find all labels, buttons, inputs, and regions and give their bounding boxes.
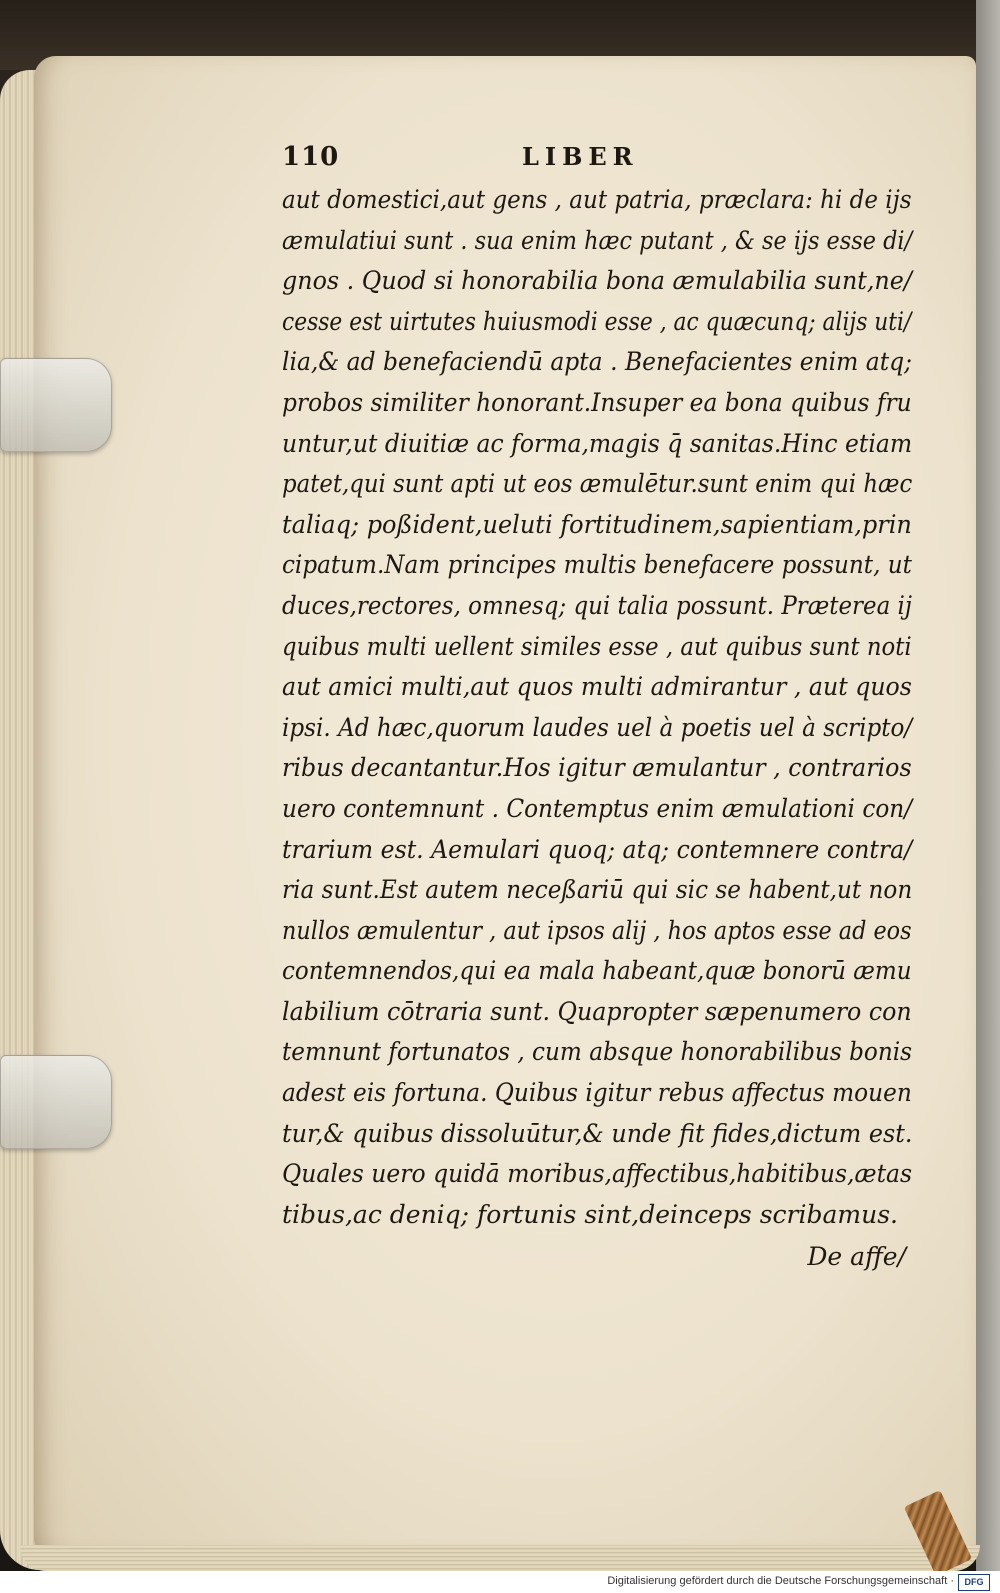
body-text bbox=[282, 180, 922, 1235]
text-line: cipatum.Nam principes multis benefacere possunt, ut bbox=[282, 550, 912, 580]
text-line: tibus,ac deniq; fortunis sint,deinceps scribamus. bbox=[282, 1199, 898, 1229]
digitization-footer bbox=[0, 1571, 1000, 1593]
catchword: De affe/ bbox=[807, 1242, 906, 1272]
text-line: Quales uero quidā moribus,affectibus,habitibus,ætas bbox=[282, 1159, 913, 1189]
text-line: taliaq; poßident,ueluti fortitudinem,sapientiam,prin bbox=[282, 509, 912, 539]
text-line: untur,ut diuitiæ ac forma,magis q̄ sanitas.Hinc etiam bbox=[282, 428, 913, 458]
footer-credit: Digitalisierung gefördert durch die Deutsche Forschungsgemeinschaft · bbox=[607, 1575, 954, 1587]
text-line: lia,& ad benefaciendū apta . Benefacientes enim atq; bbox=[282, 347, 912, 377]
text-line: æmulatiui sunt . sua enim hæc putant , & se ijs esse di/ bbox=[282, 225, 913, 255]
text-line: nullos æmulentur , aut ipsos alij , hos aptos esse ad eos bbox=[282, 915, 912, 945]
page-holder-clip-top bbox=[0, 358, 112, 452]
text-line: contemnendos,qui ea mala habeant,quæ bonorū æmu bbox=[282, 956, 912, 986]
page-text-block bbox=[282, 130, 922, 1279]
text-line: labilium cōtraria sunt. Quapropter sæpenumero con bbox=[282, 996, 912, 1026]
text-line: trarium est. Aemulari quoq; atq; contemnere contra/ bbox=[282, 834, 913, 864]
text-line: uero contemnunt . Contemptus enim æmulationi con/ bbox=[282, 793, 913, 823]
text-line: tur,& quibus dissoluūtur,& unde fit fides,dictum est. bbox=[282, 1118, 913, 1148]
text-line: cesse est uirtutes huiusmodi esse , ac quæcunq; alijs uti/ bbox=[282, 306, 912, 336]
text-line: duces,rectores, omnesq; qui talia possunt. Præterea ij bbox=[282, 590, 912, 620]
text-line: patet,qui sunt apti ut eos æmulētur.sunt enim qui hæc bbox=[282, 469, 913, 499]
page-heading: LIBER bbox=[522, 142, 639, 171]
dfg-logo-icon: DFG bbox=[958, 1574, 990, 1591]
text-line: ipsi. Ad hæc,quorum laudes uel à poetis uel à scripto/ bbox=[282, 712, 913, 742]
text-line: gnos . Quod si honorabilia bona æmulabilia sunt,ne/ bbox=[282, 266, 912, 296]
text-line: adest eis fortuna. Quibus igitur rebus affectus mouen bbox=[282, 1078, 912, 1108]
text-line: ribus decantantur.Hos igitur æmulantur , contrarios bbox=[282, 753, 912, 783]
text-line: aut domestici,aut gens , aut patria, præclara: hi de ijs bbox=[282, 185, 912, 214]
text-line: quibus multi uellent similes esse , aut quibus sunt noti bbox=[282, 631, 912, 661]
page-holder-clip-bottom bbox=[0, 1055, 112, 1149]
text-line: probos similiter honorant.Insuper ea bona quibus fru bbox=[282, 387, 912, 417]
text-line: temnunt fortunatos , cum absque honorabilibus bonis bbox=[282, 1037, 913, 1067]
scanner-background-right bbox=[976, 0, 1000, 1593]
text-line: aut amici multi,aut quos multi admirantur , aut quos bbox=[282, 672, 912, 702]
text-line: ria sunt.Est autem neceßariū qui sic se habent,ut non bbox=[282, 875, 913, 905]
running-head bbox=[282, 130, 922, 180]
page-bottom-edge bbox=[20, 1545, 980, 1571]
page-number: 110 bbox=[282, 142, 340, 172]
